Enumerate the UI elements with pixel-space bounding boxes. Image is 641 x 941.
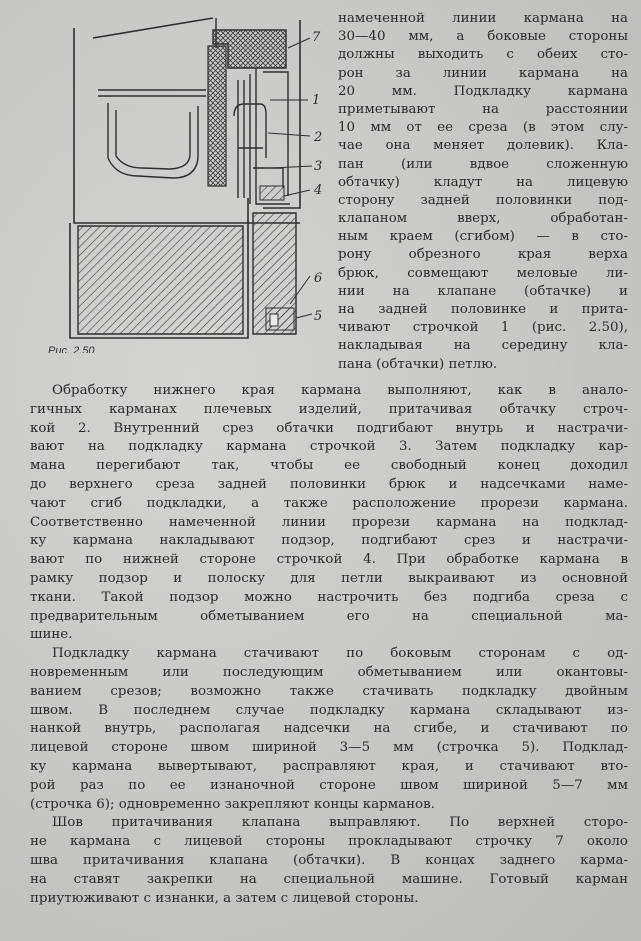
text-line: швом. В последнем случае подкладку кармана складывают из- <box>30 702 628 718</box>
text-line: шва притачивания клапана (обтачки). В концах заднего карма- <box>30 852 628 868</box>
text-line: ку кармана накладывают подзор, подгибают срез и настрачи- <box>30 533 628 549</box>
callout-7: 7 <box>312 30 321 45</box>
text-line: 20 мм. Подкладку кармана <box>338 83 628 99</box>
text-line: брюк, совмещают меловые ли- <box>338 265 628 281</box>
text-line: Соответственно намеченной линии прорези кармана на подклад- <box>30 514 628 530</box>
text-line: вают на подкладку кармана строчкой 3. Затем подкладку кар- <box>30 439 628 455</box>
callout-2: 2 <box>314 130 323 145</box>
text-line: предварительным обметыванием его на специальной ма- <box>30 608 628 624</box>
text-line: ванием срезов; возможно также стачивать подкладку двойным <box>30 683 628 699</box>
text-line: не кармана с лицевой стороны прокладывают строчку 7 около <box>30 834 628 850</box>
right-column-text <box>338 10 628 374</box>
pocket-diagram <box>38 8 338 353</box>
text-line: гичных карманах плечевых изделий, притачивая обтачку строч- <box>30 401 628 417</box>
text-line: пана (обтачки) петлю. <box>338 356 498 372</box>
text-line: рону обрезного края верха <box>338 247 628 263</box>
figure-2-50 <box>38 8 338 353</box>
text-line: новременным или последующим обметыванием или окантовы- <box>30 664 628 680</box>
text-line: приутюживают с изнанки, а затем с лицевой стороны. <box>30 890 419 906</box>
body-text <box>30 382 628 908</box>
figure-caption: Рис. 2.50 <box>48 345 95 353</box>
text-line: должны выходить с обеих сто- <box>338 47 628 63</box>
text-line: рон за линии кармана на <box>338 65 628 81</box>
text-line: обтачку) кладут на лицевую <box>338 174 628 190</box>
text-line: чивают строчкой 1 (рис. 2.50), <box>338 320 628 336</box>
text-line: до верхнего среза задней половинки брюк и надсечками наме- <box>30 476 628 492</box>
text-line: (строчка 6); одновременно закрепляют концы карманов. <box>30 796 435 812</box>
text-line: чают сгиб подкладки, а также расположение прорези кармана. <box>30 495 628 511</box>
text-line: на задней половинке и прита- <box>338 302 628 317</box>
callout-6: 6 <box>314 271 323 286</box>
text-line: мана перегибают так, чтобы ее свободный конец доходил <box>30 458 628 474</box>
text-line: Подкладку кармана стачивают по боковым сторонам с од- <box>52 646 628 662</box>
text-line: клапаном вверх, обработан- <box>338 211 628 227</box>
text-line: намеченной линии кармана на <box>338 11 628 26</box>
callout-5: 5 <box>314 309 323 324</box>
text-line: лицевой стороне швом шириной 3—5 мм (строчка 5). Подклад- <box>30 740 628 756</box>
text-line: на ставят закрепки на специальной машине. Готовый карман <box>30 871 628 887</box>
text-line: Обработку нижнего края кармана выполняют, как в анало- <box>52 383 628 398</box>
callout-4: 4 <box>314 183 323 198</box>
text-line: чае она меняет долевик). Кла- <box>338 138 628 154</box>
text-line: 30—40 мм, а боковые стороны <box>338 29 628 45</box>
text-line: сторону задней половинки под- <box>338 192 628 208</box>
text-line: нии на клапане (обтачке) и <box>338 283 628 299</box>
text-line: пан (или вдвое сложенную <box>338 156 628 172</box>
text-line: кой 2. Внутренний срез обтачки подгибают внутрь и настрачи- <box>30 420 628 436</box>
text-line: рой раз по ее изнаночной стороне швом шириной 5—7 мм <box>30 777 628 793</box>
text-line: накладывая на середину кла- <box>338 338 628 354</box>
text-line: рамку подзор и полоску для петли выкраивают из основной <box>30 570 628 586</box>
text-line: ткани. Такой подзор можно настрочить без подгиба среза с <box>30 589 628 605</box>
text-line: вают по нижней стороне строчкой 4. При обработке кармана в <box>30 552 628 568</box>
text-line: шине. <box>30 627 73 643</box>
callout-1: 1 <box>312 93 321 108</box>
text-line: приметывают на расстоянии <box>338 101 628 117</box>
text-line: нанкой внутрь, располагая надсечки на сгибе, и стачивают по <box>30 721 628 737</box>
text-line: ным краем (сгибом) — в сто- <box>338 229 628 245</box>
callout-3: 3 <box>314 159 323 174</box>
text-line: 10 мм от ее среза (в этом слу- <box>338 120 628 136</box>
text-line: Шов притачивания клапана выправляют. По верхней сторо- <box>52 815 628 831</box>
text-line: ку кармана вывертывают, расправляют края, и стачивают вто- <box>30 758 628 774</box>
